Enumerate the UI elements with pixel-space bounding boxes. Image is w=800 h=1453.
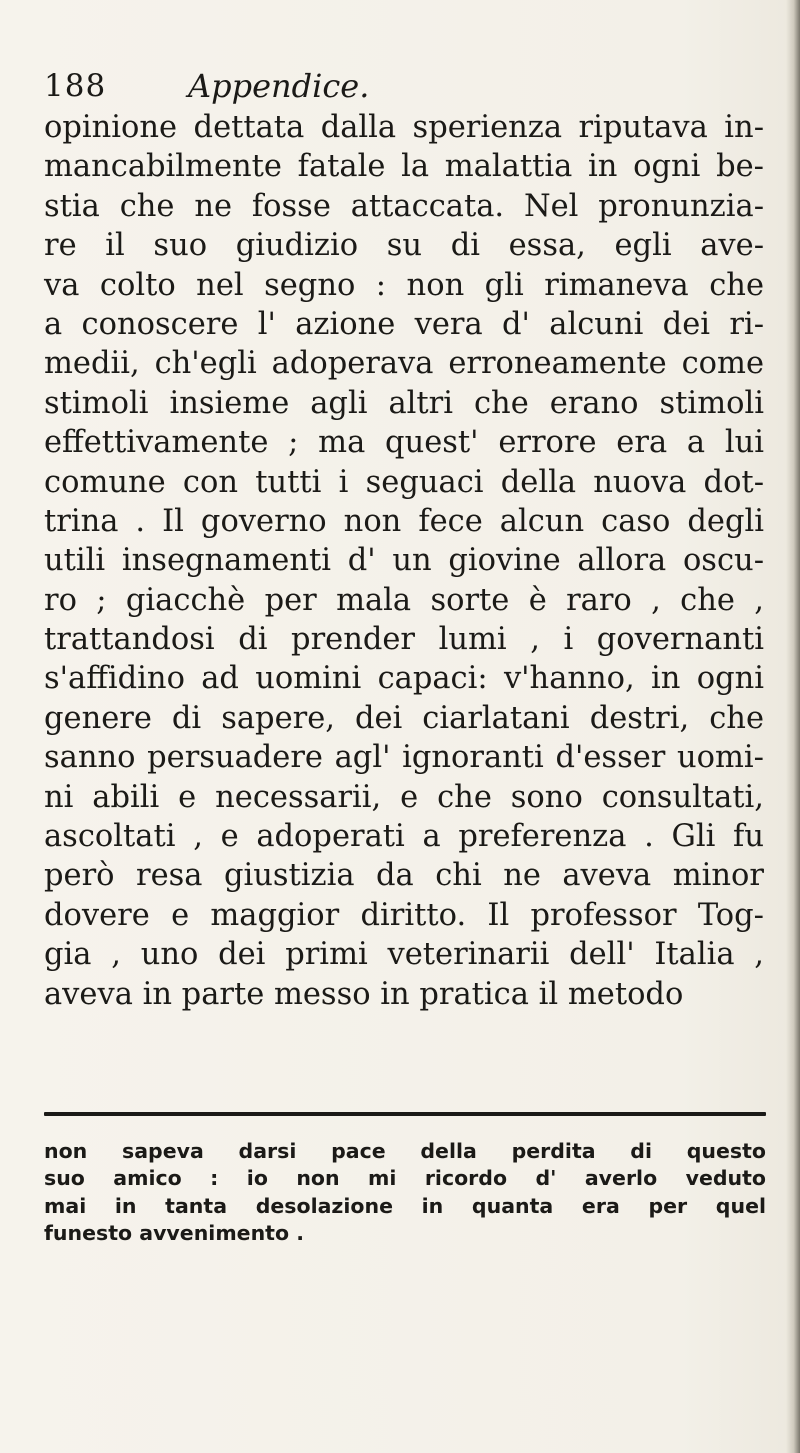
footnote-line: non sapeva darsi pace della perdita di questo (44, 1139, 766, 1163)
footnote-line: suo amico : io non mi ricordo d' averlo veduto (44, 1166, 766, 1191)
page-header (44, 66, 764, 106)
body-line: stimoli insieme agli altri che erano stimoli (44, 385, 764, 421)
body-line: genere di sapere, dei ciarlatani destri, che (44, 700, 764, 736)
body-line: s'affidino ad uomini capaci: v'hanno, in ogni (44, 661, 764, 697)
running-head: Appendice. (188, 67, 370, 105)
body-line: va colto nel segno : non gli rimaneva che (44, 267, 764, 303)
footnote-rule (44, 1112, 766, 1116)
body-line: gia , uno dei primi veterinarii dell' Italia , (44, 937, 764, 973)
body-line: ro ; giacchè per mala sorte è raro , che , (44, 582, 764, 618)
body-line: ni abili e necessarii, e che sono consultati, (44, 779, 764, 815)
body-line: a conoscere l' azione vera d' alcuni dei ri- (44, 306, 764, 342)
body-line: utili insegnamenti d' un giovine allora oscu- (44, 543, 764, 579)
body-line: trina . Il governo non fece alcun caso degli (44, 503, 764, 539)
body-line: dovere e maggior diritto. Il professor Tog- (44, 897, 764, 933)
page-edge-shadow (786, 0, 800, 1453)
body-line: opinione dettata dalla sperienza riputava in- (44, 110, 764, 145)
footnote-line: mai in tanta desolazione in quanta era per quel (44, 1193, 766, 1218)
body-line: re il suo giudizio su di essa, egli ave- (44, 228, 764, 264)
body-line: trattandosi di prender lumi , i governanti (44, 622, 764, 658)
body-line: mancabilmente fatale la malattia in ogni be- (44, 149, 764, 185)
body-line: ascoltati , e adoperati a preferenza . Gli fu (44, 819, 764, 855)
body-line: aveva in parte messo in pratica il metodo (44, 976, 684, 1012)
body-line: comune con tutti i seguaci della nuova dot- (44, 464, 764, 500)
body-line: sanno persuadere agl' ignoranti d'esser uomi- (44, 740, 764, 776)
body-line: però resa giustizia da chi ne aveva minor (44, 858, 764, 894)
body-line: medii, ch'egli adoperava erroneamente come (44, 346, 764, 382)
page-number: 188 (44, 68, 107, 104)
footnote-line: funesto avvenimento . (44, 1221, 304, 1246)
body-text (44, 108, 764, 1014)
body-line: stia che ne fosse attaccata. Nel pronunzia- (44, 188, 764, 224)
footnote (44, 1138, 766, 1248)
body-line: effettivamente ; ma quest' errore era a lui (44, 425, 764, 461)
